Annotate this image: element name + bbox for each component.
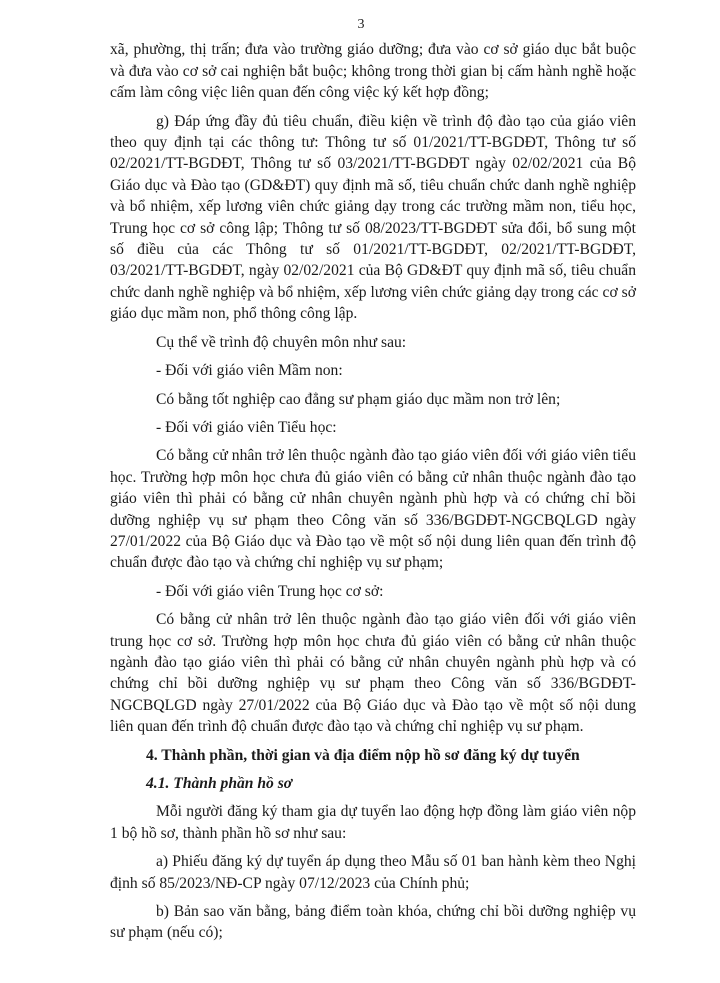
paragraph-secondary-label: - Đối với giáo viên Trung học cơ sở: xyxy=(156,582,384,600)
paragraph-primary-requirement: Có bằng cử nhân trở lên thuộc ngành đào tạo giáo viên đối với giáo viên tiểu học. Trường hợp môn học chưa đủ giáo viên có bằng cử nhân thuộc ngành đào tạo giáo viên thì phải có bằng cử nhân chuyên ngành phù hợp và có chứng chỉ bồi dưỡng nghiệp vụ sư phạm theo Công văn số 336/BGDĐT-NGCBQLGD ngày 27/01/2022 của Bộ Giáo dục và Đào tạo về một số nội dung liên quan đến trình độ chuẩn được đào tạo và chứng chỉ nghiệp vụ sư phạm; xyxy=(110,447,636,572)
paragraph-item-g: g) Đáp ứng đầy đủ tiêu chuẩn, điều kiện về trình độ đào tạo của giáo viên theo quy định tại các thông tư: Thông tư số 01/2021/TT-BGDĐT, Thông tư số 02/2021/TT-BGDĐT, Thông tư số 03/2021/TT-BGDĐT ngày 02/02/2021 của Bộ Giáo dục và Đào tạo (GD&ĐT) quy định mã số, tiêu chuẩn chức danh nghề nghiệp và bổ nhiệm, xếp lương viên chức giảng dạy trong các trường mầm non, tiểu học, Trung học cơ sở công lập; Thông tư số 08/2023/TT-BGDĐT sửa đổi, bổ sung một số điều của các Thông tư số 01/2021/TT-BGDĐT, 02/2021/TT-BGDĐT, 03/2021/TT-BGDĐT, ngày 02/02/2021 của Bộ GD&ĐT quy định mã số, tiêu chuẩn chức danh nghề nghiệp và bổ nhiệm, xếp lương viên chức giảng dạy trong các cơ sở giáo dục mầm non, phổ thông công lập. xyxy=(110,112,636,323)
page-number: 3 xyxy=(357,17,365,32)
paragraph-preschool-label: - Đối với giáo viên Mầm non: xyxy=(156,362,343,380)
paragraph-primary-label: - Đối với giáo viên Tiểu học: xyxy=(156,418,337,436)
paragraph-secondary-requirement: Có bằng cử nhân trở lên thuộc ngành đào tạo giáo viên đối với giáo viên trung học cơ sở. Trường hợp môn học chưa đủ giáo viên có bằng cử nhân thuộc ngành đào tạo giáo viên thì phải có bằng cử nhân chuyên ngành phù hợp và có chứng chỉ bồi dưỡng nghiệp vụ sư phạm theo Công văn số 336/BGDĐT-NGCBQLGD ngày 27/01/2022 của Bộ Giáo dục và Đào tạo về một số nội dung liên quan đến trình độ chuẩn được đào tạo và chứng chỉ nghiệp vụ sư phạm. xyxy=(110,611,636,736)
section-heading: 4. Thành phần, thời gian và địa điểm nộp hồ sơ đăng ký dự tuyển xyxy=(146,746,580,764)
paragraph-item-a: a) Phiếu đăng ký dự tuyển áp dụng theo Mẫu số 01 ban hành kèm theo Nghị định số 85/2023/NĐ-CP ngày 07/12/2023 của Chính phủ; xyxy=(110,853,636,892)
paragraph-item-b: b) Bản sao văn bằng, bảng điểm toàn khóa, chứng chỉ bồi dưỡng nghiệp vụ sư phạm (nếu có); xyxy=(110,903,636,942)
paragraph-qualification-intro: Cụ thể về trình độ chuyên môn như sau: xyxy=(156,333,407,351)
paragraph-dossier-intro: Mỗi người đăng ký tham gia dự tuyển lao động hợp đồng làm giáo viên nộp 1 bộ hồ sơ, thành phần hồ sơ như sau: xyxy=(110,803,636,842)
paragraph-continuation: xã, phường, thị trấn; đưa vào trường giáo dưỡng; đưa vào cơ sở giáo dục bắt buộc và đưa vào cơ sở cai nghiện bắt buộc; không trong thời gian bị cấm hành nghề hoặc cấm làm công việc liên quan đến công việc ký kết hợp đồng; xyxy=(110,41,636,102)
subsection-heading: 4.1. Thành phần hồ sơ xyxy=(146,775,293,792)
paragraph-preschool-requirement: Có bằng tốt nghiệp cao đẳng sư phạm giáo dục mầm non trở lên; xyxy=(156,390,561,408)
